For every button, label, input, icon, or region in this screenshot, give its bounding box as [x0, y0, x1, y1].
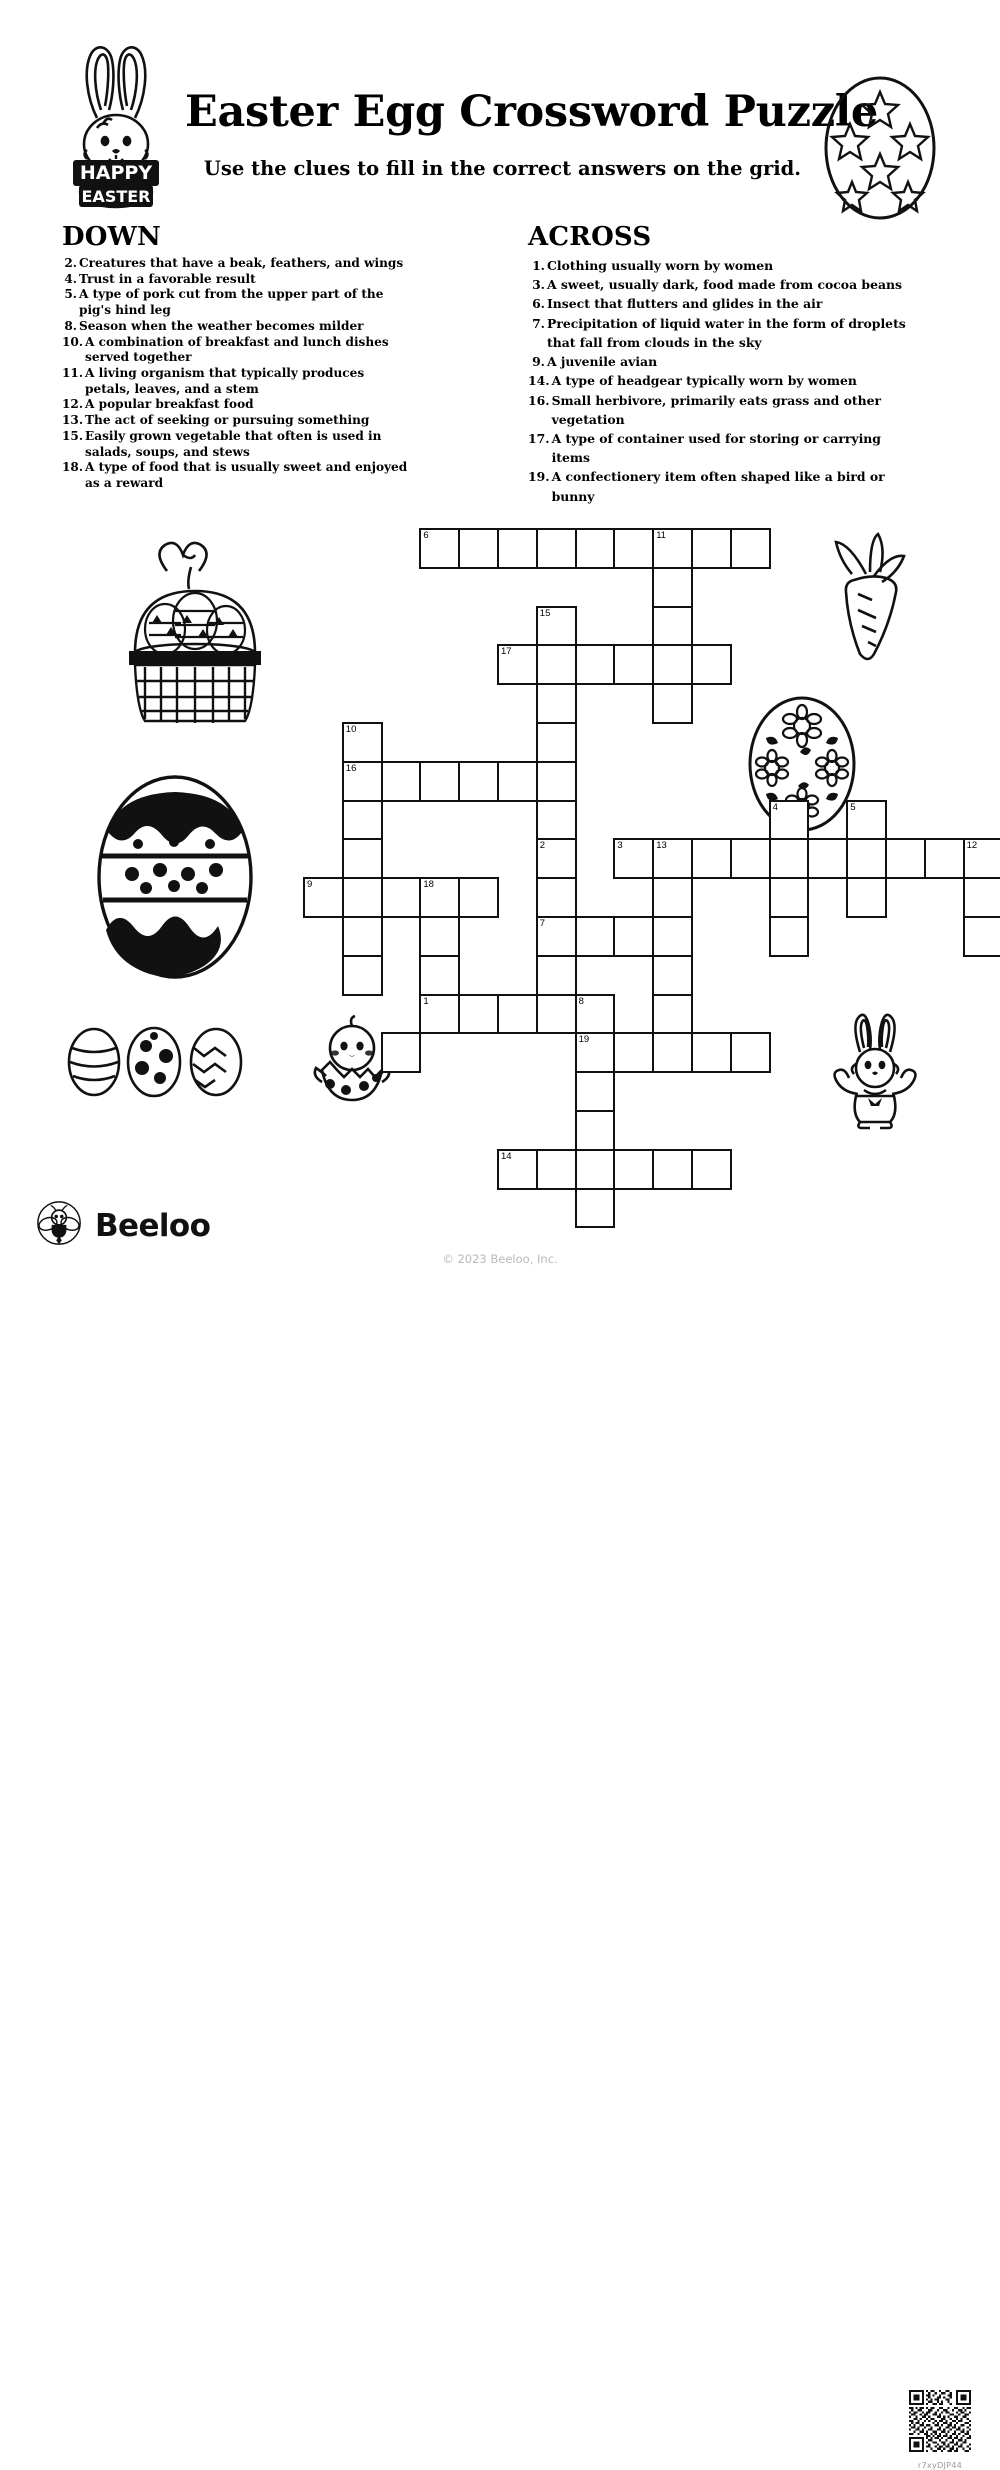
crossword-cell[interactable]	[342, 877, 383, 918]
crossword-cell-numbered[interactable]	[613, 838, 654, 879]
crossword-cell-number: 16	[345, 762, 357, 774]
beeloo-brand	[36, 1200, 210, 1251]
crossword-cell-number: 18	[423, 879, 434, 891]
qr-code-block[interactable]	[908, 2390, 972, 2470]
page-footer	[0, 1190, 1000, 2470]
crossword-cell[interactable]	[575, 1071, 616, 1112]
crossword-cell[interactable]	[730, 1032, 771, 1073]
qr-code-icon[interactable]	[909, 2390, 971, 2452]
crossword-cell-number: 4	[772, 801, 778, 813]
clue-number: 8.	[64, 318, 77, 333]
crossword-cell[interactable]	[536, 955, 577, 996]
copyright-text: © 2023 Beeloo, Inc.	[442, 1252, 558, 1266]
crossword-cell-number: 12	[966, 840, 978, 852]
crossword-cell[interactable]	[575, 528, 616, 569]
crossword-cell-number: 2	[539, 840, 546, 852]
crossword-cell-number: 5	[850, 801, 856, 813]
clue-number: 17.	[528, 430, 550, 446]
crossword-cell[interactable]	[652, 1032, 693, 1073]
crossword-cell-numbered[interactable]	[652, 528, 693, 569]
crossword-cell[interactable]	[924, 838, 965, 879]
crossword-cell-numbered[interactable]	[536, 916, 577, 957]
clue-number: 16.	[528, 392, 550, 408]
crossword-cell-number: 7	[539, 918, 546, 929]
clue-number: 3.	[532, 277, 545, 293]
crossword-cell[interactable]	[769, 877, 810, 918]
clue-number: 11.	[62, 366, 84, 381]
crossword-cell[interactable]	[497, 994, 538, 1035]
crossword-cell[interactable]	[458, 994, 499, 1035]
crossword-cell-numbered[interactable]	[342, 761, 383, 802]
crossword-cell[interactable]	[536, 1149, 577, 1190]
clue-number: 10.	[62, 334, 84, 349]
crossword-cell-numbered[interactable]	[497, 1149, 538, 1190]
qr-label: r7xyDJP44	[917, 2460, 963, 2470]
crossword-cell[interactable]	[691, 838, 732, 879]
crossword-cell[interactable]	[652, 877, 693, 918]
crossword-cell[interactable]	[497, 761, 538, 802]
clue-text: Season when the weather becomes milder	[79, 318, 364, 333]
crossword-cell[interactable]	[613, 528, 654, 569]
crossword-cell[interactable]	[381, 877, 422, 918]
crossword-cell[interactable]	[381, 761, 422, 802]
crossword-cell-number: 8	[578, 995, 584, 1007]
crossword-cell-number: 19	[578, 1034, 590, 1046]
clue-number: 12.	[62, 397, 84, 412]
bee-logo-icon	[36, 1200, 82, 1251]
clue-text: Trust in a favorable result	[79, 271, 256, 286]
crossword-cell[interactable]	[963, 877, 1000, 918]
crossword-cell[interactable]	[536, 877, 577, 918]
clue-number: 7.	[532, 315, 545, 331]
crossword-cell[interactable]	[652, 916, 693, 957]
crossword-cell-numbered[interactable]	[497, 644, 538, 685]
clue-text: A type of container used for storing or carrying items	[551, 430, 881, 466]
crossword-cell-numbered[interactable]	[652, 838, 693, 879]
crossword-cell-numbered[interactable]	[419, 877, 460, 918]
crossword-cell-numbered[interactable]	[963, 838, 1000, 879]
crossword-cell[interactable]	[769, 916, 810, 957]
crossword-cell-number: 11	[656, 530, 667, 541]
clue-number: 18.	[62, 460, 84, 475]
clue-text: A popular breakfast food	[85, 397, 254, 412]
crossword-cell[interactable]	[613, 916, 654, 957]
crossword-cell[interactable]	[652, 994, 693, 1035]
crossword-cell-numbered[interactable]	[342, 722, 383, 763]
crossword-cell-number: 9	[307, 879, 313, 891]
clue-number: 4.	[64, 271, 77, 286]
crossword-cell-numbered[interactable]	[575, 994, 616, 1035]
brand-name: Beeloo	[95, 1207, 211, 1244]
crossword-cell-numbered[interactable]	[536, 606, 577, 647]
crossword-cell[interactable]	[575, 644, 616, 685]
clue-number: 9.	[532, 354, 545, 370]
crossword-cell[interactable]	[691, 644, 732, 685]
crossword-cell[interactable]	[652, 567, 693, 608]
crossword-cell[interactable]	[691, 528, 732, 569]
crossword-cell[interactable]	[963, 916, 1000, 957]
clue-text: Small herbivore, primarily eats grass and other vegetation	[551, 392, 881, 427]
crossword-cell[interactable]	[342, 800, 383, 841]
crossword-cell[interactable]	[769, 838, 810, 879]
logo-banner-line1: HAPPY	[79, 162, 153, 184]
clue-number: 13.	[62, 413, 84, 428]
logo-banner-line2: EASTER	[81, 187, 151, 206]
down-heading: DOWN	[62, 222, 161, 252]
crossword-cell[interactable]	[536, 722, 577, 763]
crossword-cell[interactable]	[419, 955, 460, 996]
crossword-cell-number: 6	[423, 530, 429, 541]
clue-number: 2.	[64, 256, 77, 270]
crossword-cell[interactable]	[419, 761, 460, 802]
crossword-cell[interactable]	[342, 955, 383, 996]
clue-text: Creatures that have a beak, feathers, and wings	[79, 256, 404, 270]
clue-number: 15.	[62, 428, 84, 443]
crossword-cell[interactable]	[458, 877, 499, 918]
crossword-cell[interactable]	[458, 528, 499, 569]
clue-text: A combination of breakfast and lunch dishes served together	[85, 334, 389, 365]
clue-text: The act of seeking or pursuing something	[85, 413, 370, 428]
clue-number: 6.	[532, 296, 545, 312]
crossword-cell-number: 17	[501, 646, 512, 658]
clue-number: 5.	[64, 287, 77, 302]
crossword-cell[interactable]	[807, 838, 848, 879]
crossword-cell[interactable]	[613, 644, 654, 685]
crossword-cell[interactable]	[419, 916, 460, 957]
crossword-cell[interactable]	[613, 1032, 654, 1073]
clue-text: A living organism that typically produces petals, leaves, and a stem	[85, 366, 365, 396]
clue-text: A juvenile avian	[547, 354, 658, 370]
crossword-cell[interactable]	[536, 528, 577, 569]
crossword-cell[interactable]	[342, 916, 383, 957]
clue-text: A type of pork cut from the upper part of the pig's hind leg	[79, 287, 384, 318]
crossword-cell-number: 15	[539, 607, 551, 619]
clue-number: 1.	[532, 258, 545, 273]
crossword-cell[interactable]	[652, 606, 693, 647]
crossword-cell[interactable]	[536, 761, 577, 802]
crossword-cell-numbered[interactable]	[536, 838, 577, 879]
crossword-cell-number: 14	[501, 1150, 512, 1162]
crossword-cell[interactable]	[730, 528, 771, 569]
page-title: Easter Egg Crossword Puzzle	[185, 87, 878, 137]
crossword-cell[interactable]	[846, 877, 887, 918]
crossword-cell[interactable]	[575, 916, 616, 957]
crossword-cell[interactable]	[536, 644, 577, 685]
crossword-cell[interactable]	[536, 994, 577, 1035]
crossword-cell[interactable]	[652, 1149, 693, 1190]
clue-text: Insect that flutters and glides in the air	[547, 296, 823, 312]
crossword-cell-number: 3	[617, 840, 623, 852]
crossword-cell[interactable]	[536, 800, 577, 841]
crossword-cell[interactable]	[691, 1032, 732, 1073]
across-heading: ACROSS	[528, 222, 652, 252]
page-subtitle: Use the clues to fill in the correct answers on the grid.	[203, 157, 802, 181]
crossword-cell-numbered[interactable]	[419, 994, 460, 1035]
clue-number: 19.	[528, 469, 550, 485]
crossword-cell[interactable]	[652, 644, 693, 685]
crossword-cell[interactable]	[652, 683, 693, 724]
crossword-cell[interactable]	[342, 838, 383, 879]
crossword-cell[interactable]	[846, 838, 887, 879]
clue-text: A type of headgear typically worn by women	[551, 373, 857, 389]
crossword-cell[interactable]	[575, 1110, 616, 1151]
crossword-cell-number: 10	[345, 724, 357, 735]
crossword-cell[interactable]	[575, 1149, 616, 1190]
clue-number: 14.	[528, 373, 550, 389]
crossword-cell-number: 1	[423, 995, 429, 1007]
crossword-cell[interactable]	[458, 761, 499, 802]
crossword-cell[interactable]	[613, 1149, 654, 1190]
clue-text: Easily grown vegetable that often is used in salads, soups, and stews	[85, 428, 382, 459]
crossword-cell[interactable]	[497, 528, 538, 569]
crossword-cell[interactable]	[652, 955, 693, 996]
crossword-cell-numbered[interactable]	[769, 800, 810, 841]
crossword-cell-numbered[interactable]	[575, 1032, 616, 1073]
clue-text: A sweet, usually dark, food made from cocoa beans	[547, 277, 902, 293]
crossword-cell[interactable]	[691, 1149, 732, 1190]
clue-text: A confectionery item often shaped like a bird or bunny	[551, 469, 885, 504]
crossword-cell-numbered[interactable]	[303, 877, 344, 918]
crossword-cell[interactable]	[885, 838, 926, 879]
crossword-cell[interactable]	[730, 838, 771, 879]
crossword-cell-numbered[interactable]	[419, 528, 460, 569]
crossword-cell-numbered[interactable]	[846, 800, 887, 841]
crossword-cell[interactable]	[536, 683, 577, 724]
crossword-cell[interactable]	[381, 1032, 422, 1073]
clue-text: Precipitation of liquid water in the form of droplets that fall from clouds in the sky	[547, 315, 906, 350]
crossword-cell-number: 13	[656, 840, 667, 852]
clue-text: Clothing usually worn by women	[547, 258, 774, 273]
clue-text: A type of food that is usually sweet and enjoyed as a reward	[85, 460, 408, 491]
